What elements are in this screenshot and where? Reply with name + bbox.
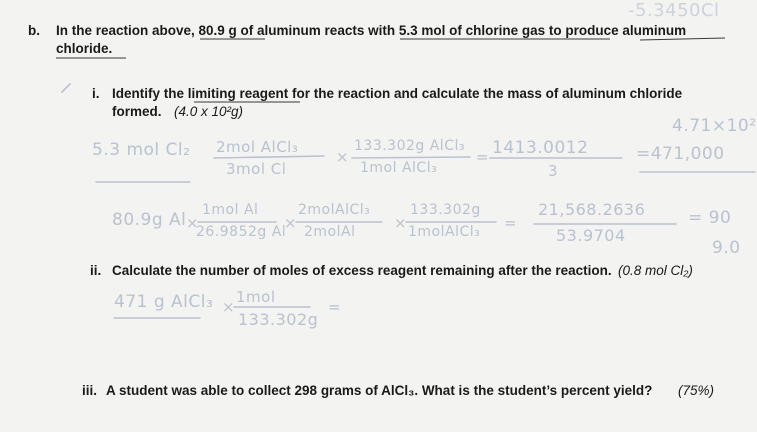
handwriting-row1-frac2-den: 1mol AlCl₃ — [360, 160, 438, 176]
handwriting-row2-result: = 90 — [688, 208, 732, 228]
handwriting-row1-result: =471,000 — [636, 144, 725, 164]
handwriting-row3-times: × — [222, 298, 236, 316]
handwriting-row2-result2: 9.0 — [712, 238, 741, 258]
part-i-line2: formed. — [112, 104, 162, 119]
handwriting-row2-frac4-den: 53.9704 — [556, 226, 626, 245]
handwriting-row2-start: 80.9g Al — [112, 210, 187, 230]
handwriting-row1-equals: = — [476, 148, 490, 166]
handwriting-row1-frac1-den: 3mol Cl — [226, 160, 287, 178]
part-ii-text: Calculate the number of moles of excess reagent remaining after the reaction. — [112, 263, 612, 278]
part-ii-answer: (0.8 mol Cl₂) — [618, 263, 693, 278]
handwriting-row1-times: × — [336, 148, 350, 166]
part-ii-numeral: ii. — [90, 263, 102, 278]
question-b-line1: In the reaction above, 80.9 g of aluminum reacts with 5.3 mol of chlorine gas to produce aluminum — [56, 23, 687, 38]
handwriting-row1-frac1-num: 2mol AlCl₃ — [216, 138, 299, 156]
handwriting-row1-frac2-num: 133.302g AlCl₃ — [354, 138, 465, 154]
handwriting-row2-frac3-num: 133.302g — [410, 202, 481, 218]
handwriting-row3-frac-den: 133.302g — [238, 310, 319, 329]
handwriting-row2-equals: = — [504, 214, 518, 232]
part-iii-answer: (75%) — [678, 383, 715, 398]
handwriting-row2-times3: × — [394, 214, 408, 232]
handwriting-row2-times1: × — [186, 214, 200, 232]
handwriting-top-right: -5.3450Cl — [628, 0, 720, 21]
question-b-line2: chloride. — [56, 41, 113, 56]
handwriting-row2-frac1-num: 1mol Al — [202, 202, 259, 218]
handwriting-row2-frac2-den: 2molAl — [304, 224, 356, 240]
handwriting-row3-equals: = — [328, 298, 342, 316]
part-iii-text: A student was able to collect 298 grams of AlCl₃. What is the student’s percent yield? — [106, 383, 653, 398]
handwriting-row2-frac1-den: 26.9852g Al — [196, 224, 287, 240]
handwriting-row1-frac3-den: 3 — [548, 162, 559, 180]
handwriting-row1-frac3-num: 1413.0012 — [492, 138, 589, 158]
handwriting-row3-frac-num: 1mol — [236, 288, 276, 306]
handwriting-row1-sci: 4.71×10² — [672, 116, 757, 136]
handwriting-row2-frac4-num: 21,568.2636 — [538, 200, 646, 219]
handwriting-row2-frac2-num: 2molAlCl₃ — [298, 202, 371, 218]
part-i-answer: (4.0 x 10²g) — [174, 104, 244, 119]
handwriting-row3-start: 471 g AlCl₃ — [114, 292, 214, 312]
question-b-letter: b. — [28, 23, 40, 38]
part-iii-numeral: iii. — [82, 383, 98, 398]
handwriting-row1-start: 5.3 mol Cl₂ — [92, 140, 191, 160]
handwriting-row2-frac3-den: 1molAlCl₃ — [408, 224, 481, 240]
part-i-numeral: i. — [92, 86, 100, 101]
part-i-line1: Identify the limiting reagent for the reaction and calculate the mass of aluminum chloride — [112, 86, 683, 101]
handwriting-row2-times2: × — [284, 214, 298, 232]
